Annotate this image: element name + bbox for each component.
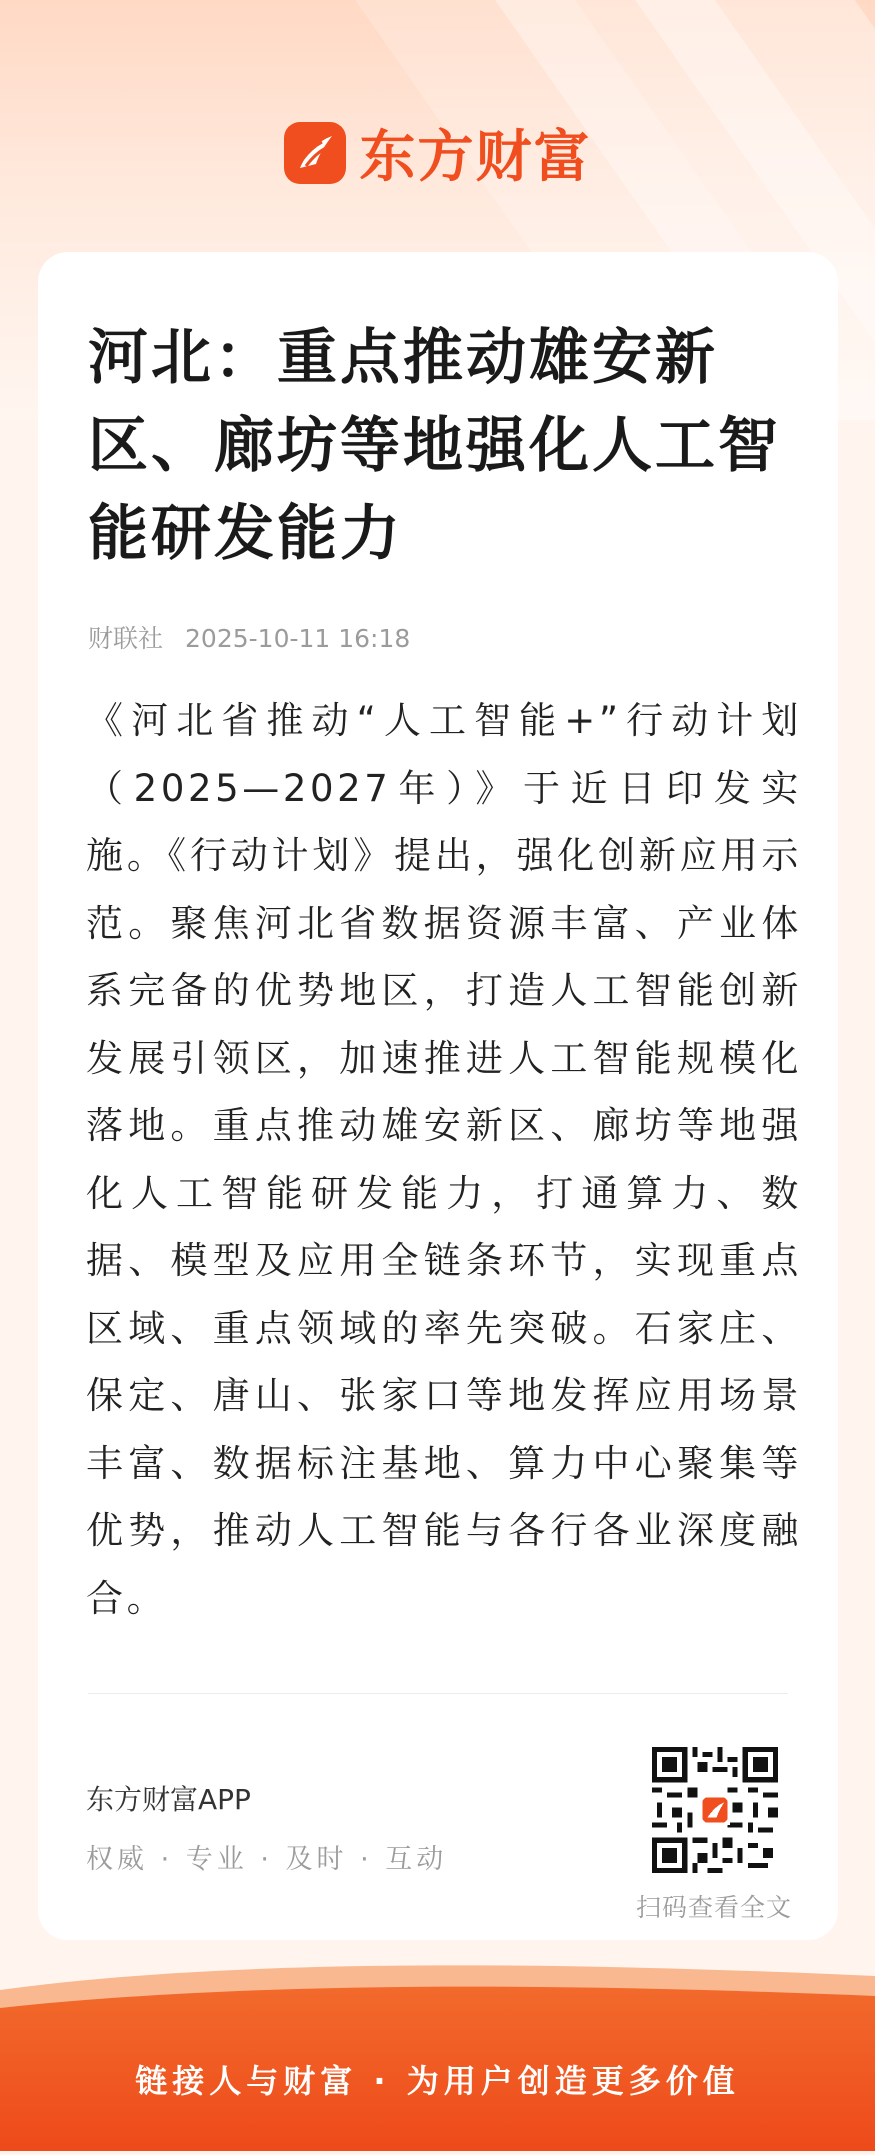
article-card bbox=[38, 252, 838, 1940]
app-name: 东方财富APP bbox=[86, 1783, 251, 1816]
article-source: 财联社 bbox=[88, 624, 164, 653]
footer-tagline: 链接人与财富 · 为用户创造更多价值 bbox=[135, 2062, 740, 2100]
article-body: 《河北省推动“人工智能+”行动计划（2025—2027年）》于近日印发实施。《行动计划》提出，强化创新应用示范。聚焦河北省数据资源丰富、产业体系完备的优势地区，打造人工智能创新发展引领区，加速推进人工智能规模化落地。重点推动雄安新区、廊坊等地强化人工智能研发能力，打通算力、数据、模型及应用全链条环节，实现重点区域、重点领域的率先突破。石家庄、保定、唐山、张家口等地发挥应用场景丰富、数据标注基地、算力中心聚集等优势，推动人工智能与各行各业深度融合。 bbox=[86, 699, 802, 1620]
brand-name: 东方财富 bbox=[359, 125, 592, 190]
divider bbox=[88, 1693, 788, 1694]
article-datetime: 2025-10-11 16:18 bbox=[185, 624, 411, 653]
app-slogan: 权威 · 专业 · 及时 · 互动 bbox=[86, 1844, 448, 1875]
qr-caption: 扫码查看全文 bbox=[636, 1893, 793, 1922]
brand-logo bbox=[0, 120, 875, 190]
dongfang-caifu-logo-icon bbox=[284, 122, 346, 184]
article-title: 河北：重点推动雄安新区、廊坊等地强化人工智能研发能力 bbox=[88, 323, 781, 569]
article-meta bbox=[88, 619, 410, 655]
qr-code-icon[interactable] bbox=[652, 1747, 778, 1873]
